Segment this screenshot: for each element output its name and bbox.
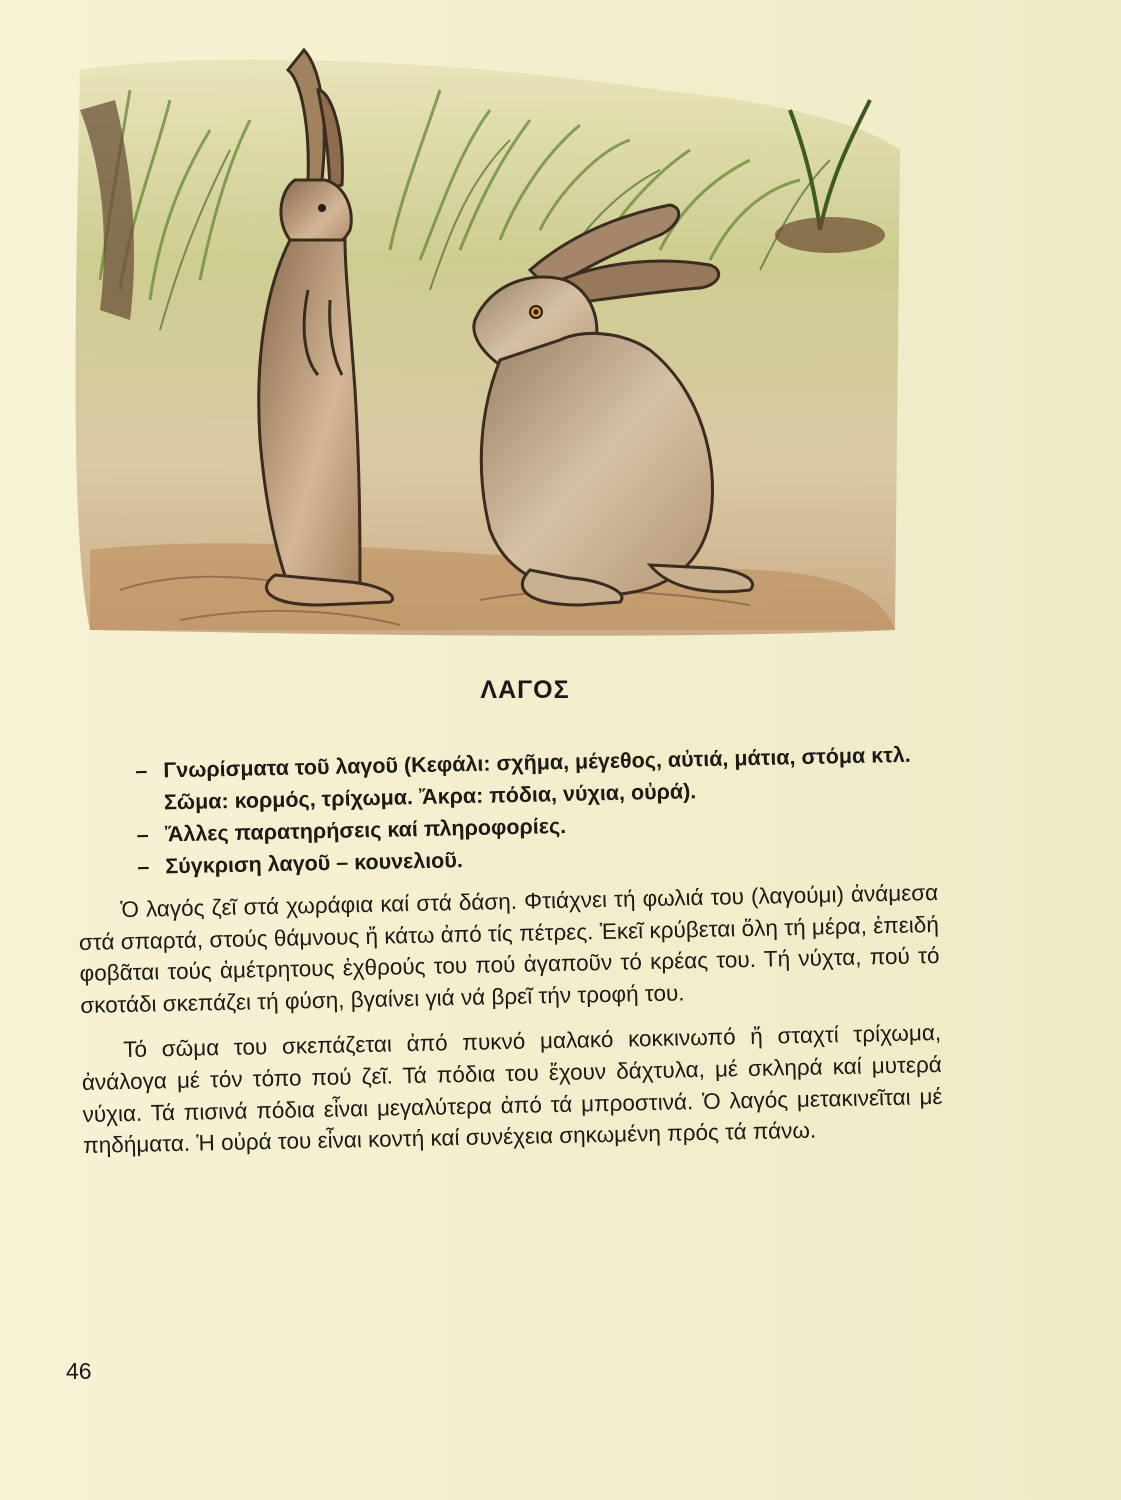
hares-drawing [60,30,900,640]
topic-text: Σύγκριση λαγοῦ – κουνελιοῦ. [165,848,464,879]
topic-text: Ἄλλες παρατηρήσεις καί πληροφορίες. [164,813,567,847]
two-hares-illustration [60,30,900,640]
paragraph: Ὁ λαγός ζεῖ στά χωράφια καί στά δάση. Φτιάχνει τή φωλιά του (λαγούμι) ἀνάμεσα στά σπαρτά, στούς θάμνους ἤ κάτω ἀπό τίς πέτρες. Ἐκεῖ κρύβεται ὅλη τή μέρα, ἐπειδή φοβᾶται τούς ἀμέτρητους ἐχθρούς του πού ἀγαποῦν τό κρέας του. Τή νύχτα, πού τό σκοτάδι σκεπάζει τή φύση, βγαίνει γιά νά βρεῖ τήν τροφή του. [78,879,940,1018]
topic-dash: – [135,758,148,783]
topic-dash: – [136,822,149,847]
topic-text: Γνωρίσματα τοῦ λαγοῦ (Κεφάλι: σχῆμα, μέγεθος, αὐτιά, μάτια, στόμα κτλ. Σῶμα: κορμός, τρίχωμα. Ἄκρα: πόδια, νύχια, οὐρά). [163,742,911,815]
lesson-title: ΛΑΓΟΣ [480,676,570,704]
lesson-topics [135,738,938,883]
lesson-body [78,877,944,1176]
page-number: 46 [66,1358,92,1384]
paragraph: Τό σῶμα του σκεπάζεται ἀπό πυκνό μαλακό κοκκινωπό ἤ σταχτί τρίχωμα, ἀνάλογα μέ τόν τόπο πού ζεῖ. Τά πόδια του ἔχουν δάχτυλα, μέ σκληρά καί μυτερά νύχια. Τά πισινά πόδια εἶναι μεγαλύτερα ἀπό τά μπροστινά. Ὁ λαγός μετακινεῖται μέ πηδήματα. Ἡ οὐρά του εἶναι κοντή καί συνέχεια σηκωμένη πρός τά πάνω. [81,1020,943,1159]
topic-dash: – [137,854,150,879]
